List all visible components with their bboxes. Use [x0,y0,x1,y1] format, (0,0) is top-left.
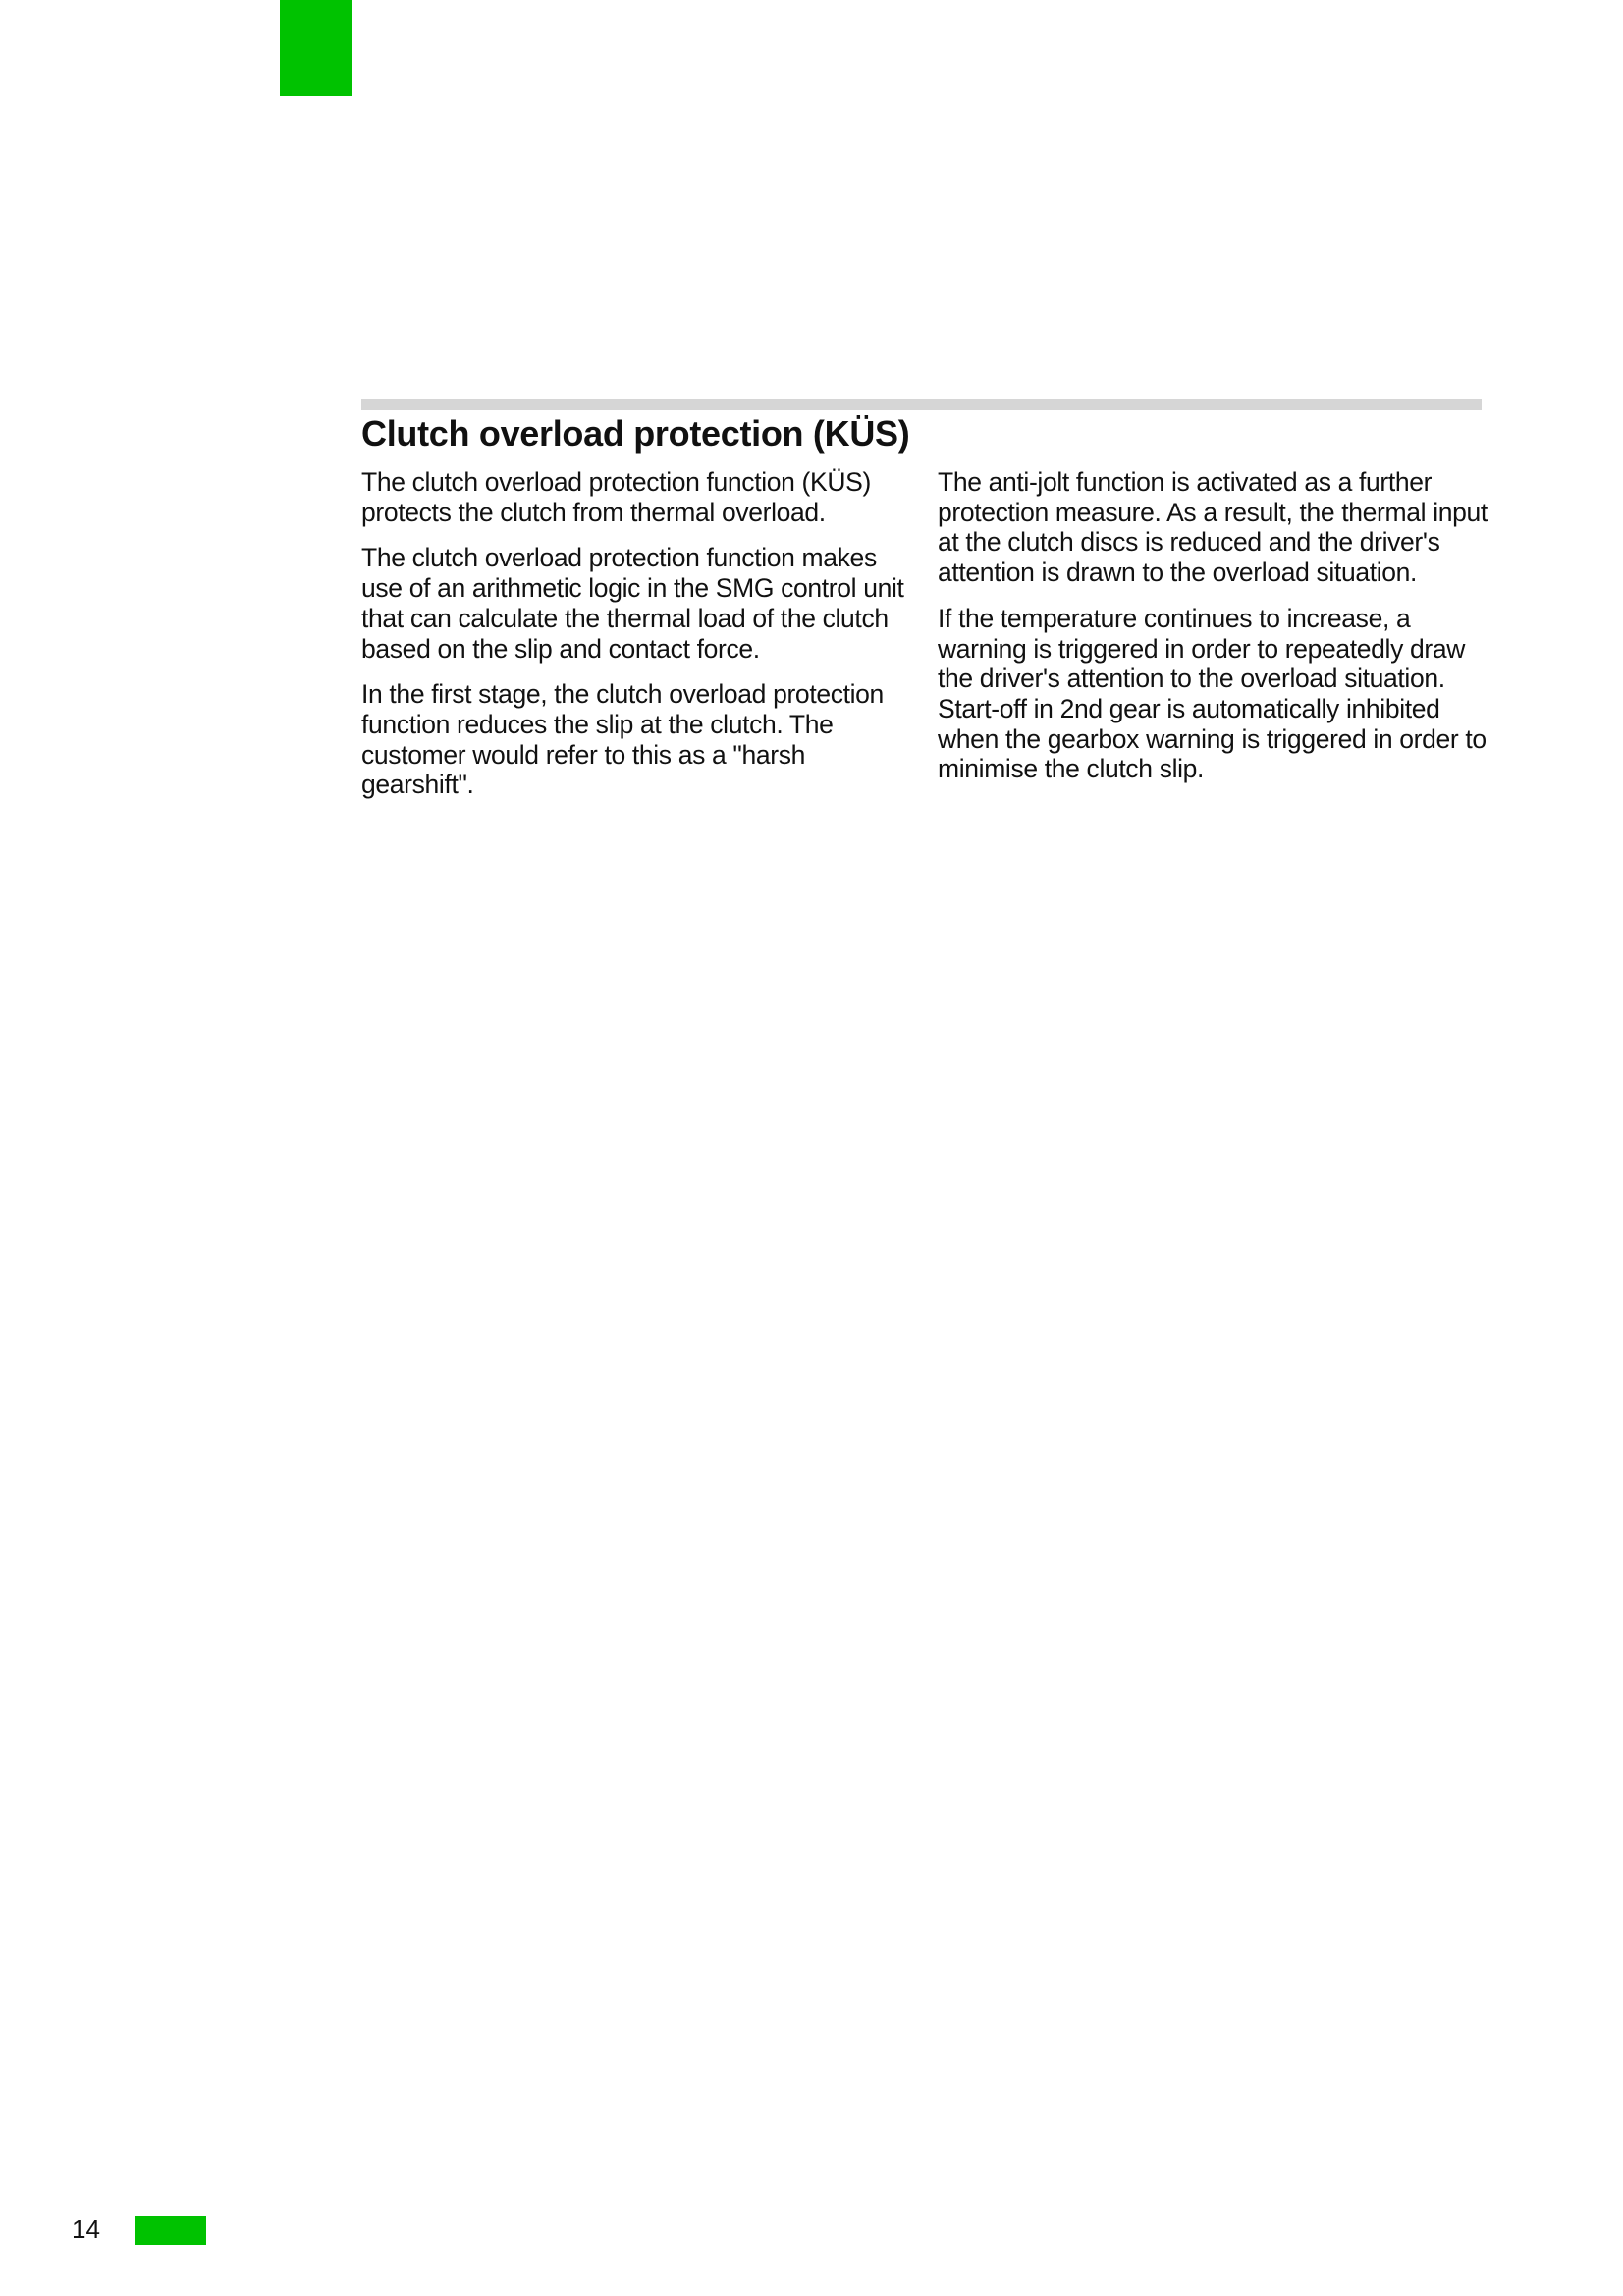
paragraph: The clutch overload protection function makes use of an arithmetic logic in the SMG control unit that can calculate the thermal load of the clutch based on the slip and contact force. [361,543,904,664]
chapter-tab-marker [280,0,352,96]
paragraph: In the first stage, the clutch overload protection function reduces the slip at the clutch. The customer would refer to this as a "harsh gearshift". [361,679,884,800]
text-column-right [938,467,1488,800]
paragraph: The clutch overload protection function (KÜS) protects the clutch from thermal overload. [361,467,871,527]
page-number: 14 [72,2215,100,2244]
page-tab-marker [135,2216,206,2245]
text-column-left [361,467,911,816]
section-divider [361,399,1482,410]
paragraph: The anti-jolt function is activated as a further protection measure. As a result, the thermal input at the clutch discs is reduced and the driver's attention is drawn to the overload situation. [938,467,1488,588]
paragraph: If the temperature continues to increase, a warning is triggered in order to repeatedly draw the driver's attention to the overload situation. Start-off in 2nd gear is automatically inhibited when the gearbox warning is triggered in order to minimise the clutch slip. [938,603,1487,784]
section-title: Clutch overload protection (KÜS) [361,413,910,454]
